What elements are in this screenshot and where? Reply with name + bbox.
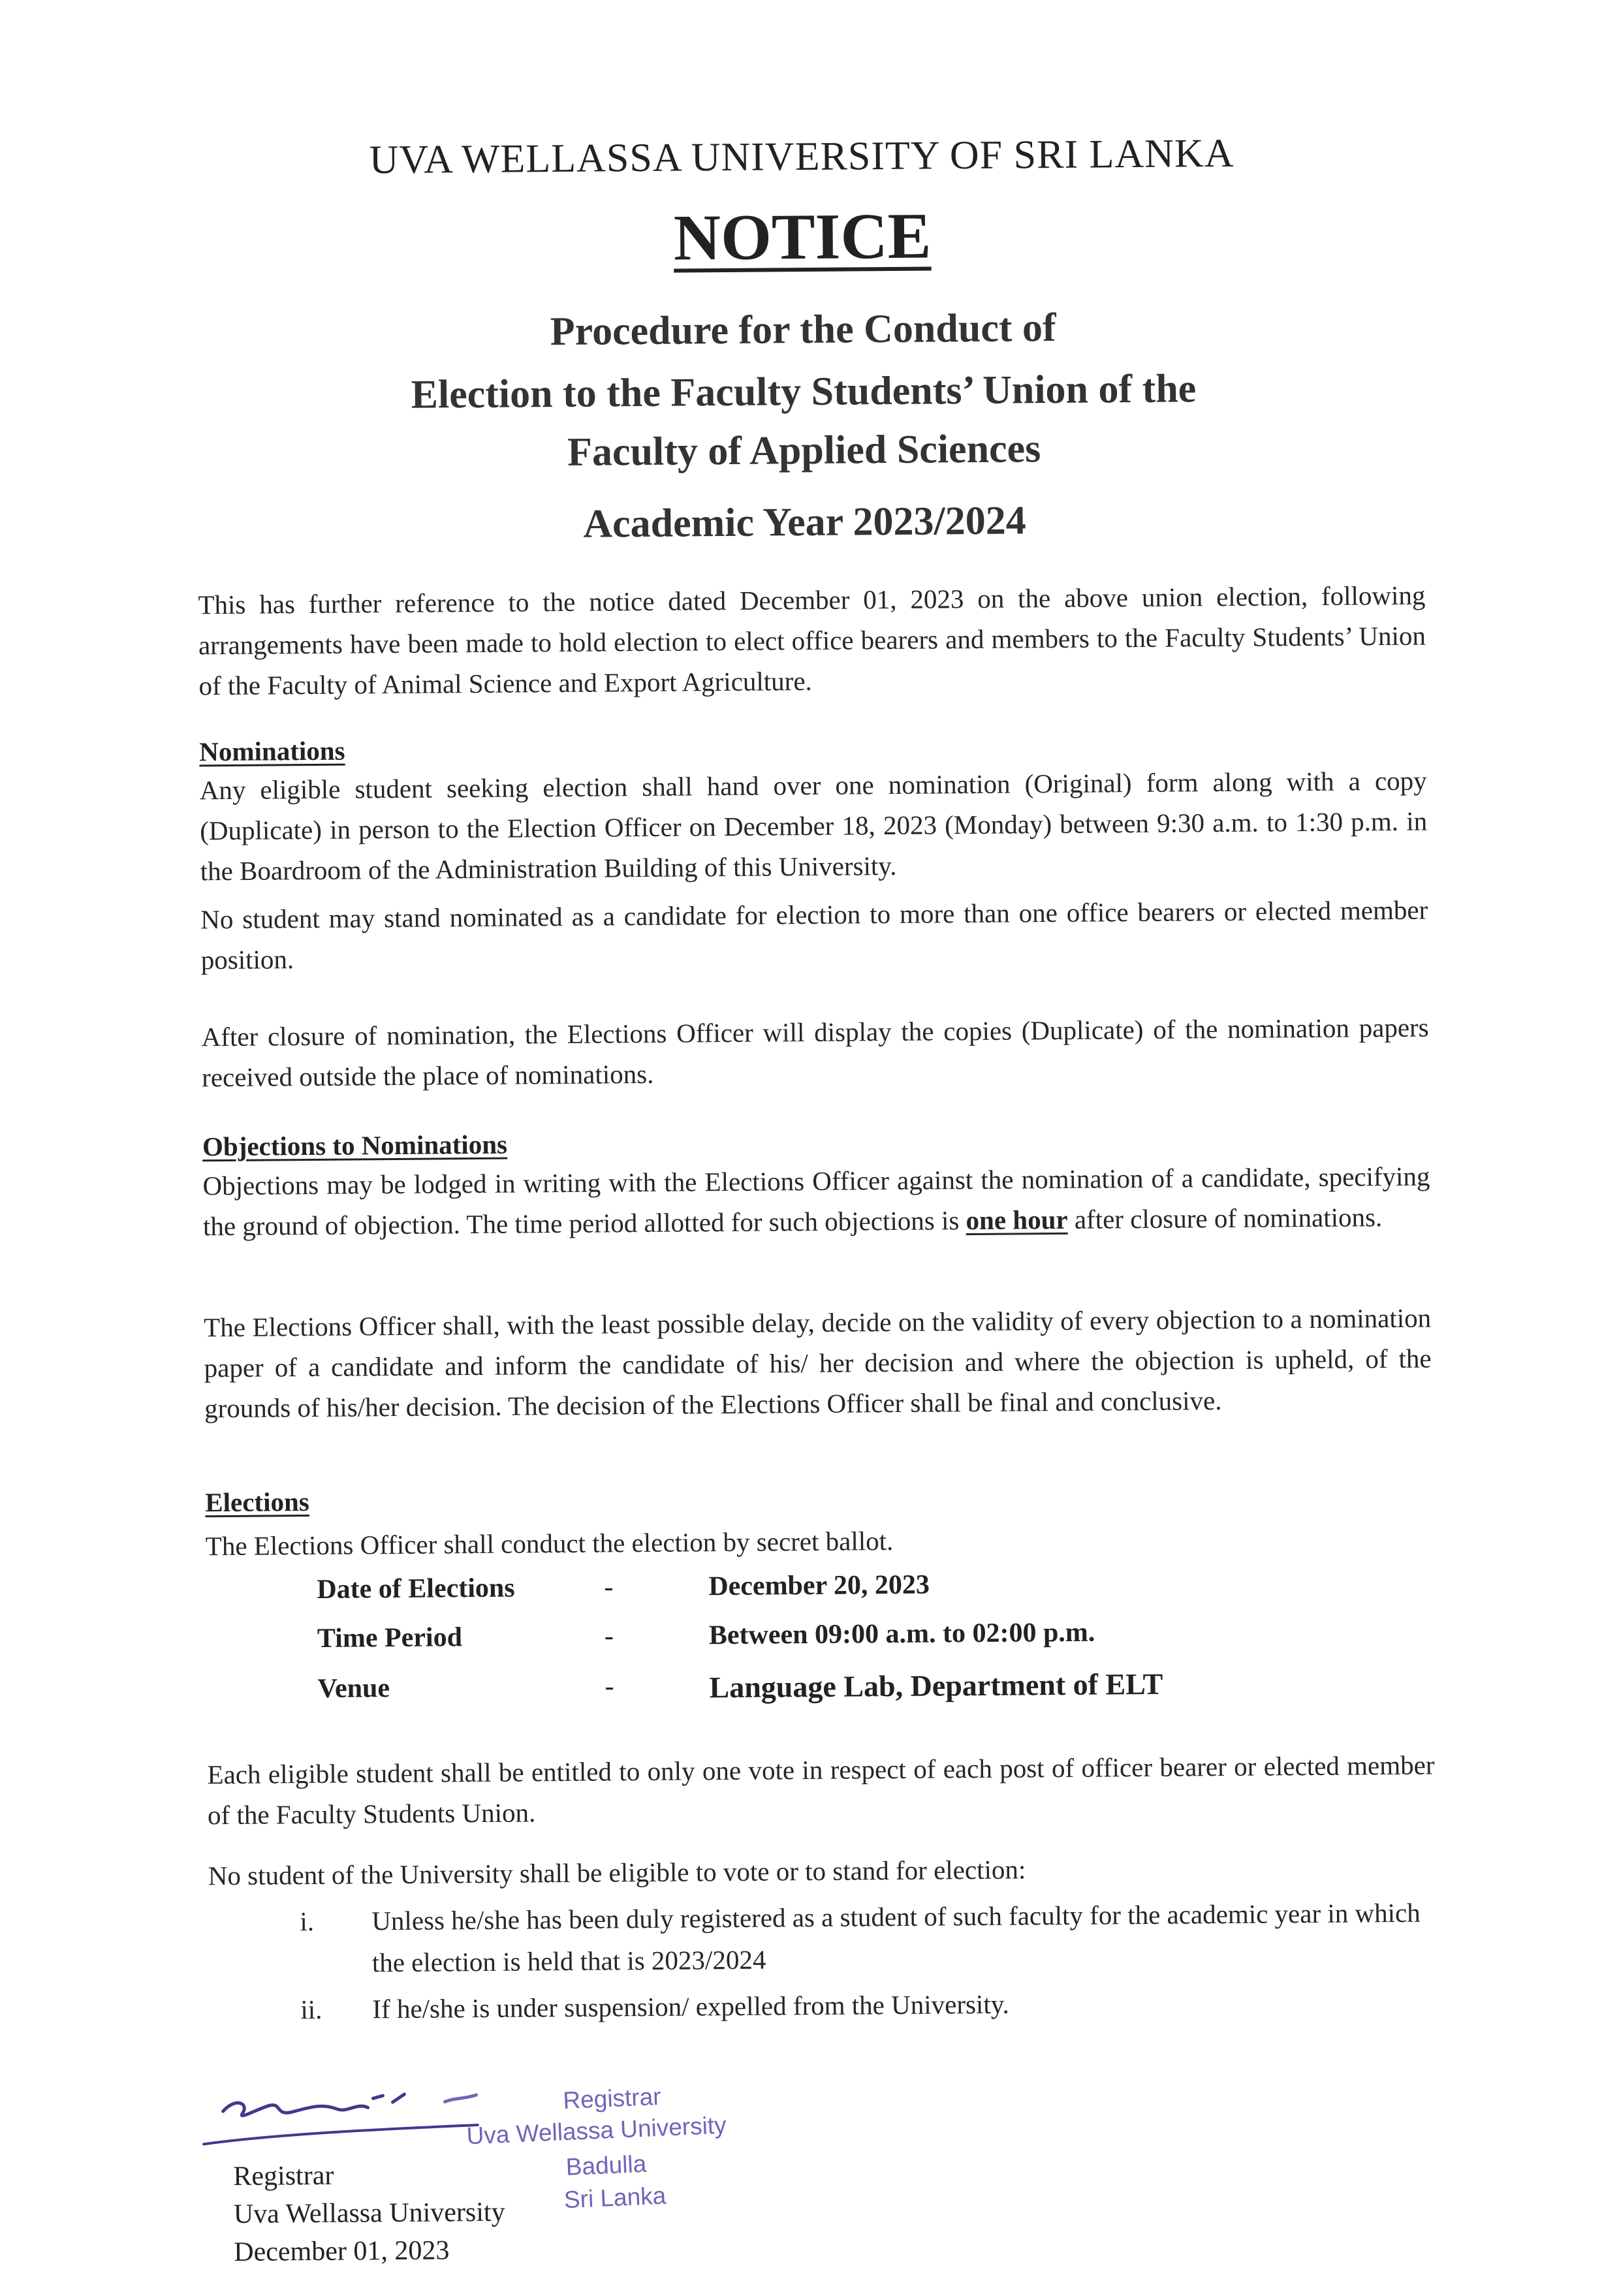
detail-dash: - (604, 1621, 614, 1652)
academic-year: Academic Year 2023/2024 (583, 498, 1027, 546)
elections-heading: Elections (205, 1486, 309, 1518)
nominations-paragraph-2: No student may stand nominated as a candidate for election to more than one office bearers or elected member position. (200, 894, 1428, 975)
detail-label: Date of Elections (317, 1573, 515, 1605)
stamp-line-3: Badulla (565, 2150, 648, 2181)
elections-intro: The Elections Officer shall conduct the election by secret ballot. (205, 1526, 894, 1562)
condition-text: Unless he/she has been duly registered as a student of such faculty for the academic year in which the election is held that is 2023/2024 (371, 1897, 1421, 1978)
objections-paragraph-1 (202, 1156, 1430, 1247)
registrar-stamp (452, 2073, 791, 2214)
eligibility-intro: No student of the University shall be eligible to vote or to stand for election: (208, 1854, 1026, 1891)
stamp-line-4: Sri Lanka (563, 2182, 667, 2214)
notice-heading (0, 193, 1612, 280)
condition-number: i. (300, 1906, 315, 1937)
condition-item (300, 1979, 1443, 2034)
detail-dash: - (605, 1671, 614, 1702)
detail-value: Language Lab, Department of ELT (709, 1667, 1163, 1705)
detail-dash: - (604, 1572, 614, 1603)
detail-value: December 20, 2023 (708, 1569, 930, 1602)
detail-label: Time Period (317, 1622, 463, 1654)
detail-label: Venue (317, 1673, 390, 1704)
notice-heading-text: NOTICE (673, 199, 932, 274)
stamp-line-1: Registrar (562, 2083, 662, 2115)
stamp-line-2: Uva Wellassa University (465, 2111, 727, 2150)
title-line-2: Election to the Faculty Students’ Union of the (411, 366, 1197, 417)
objections-heading: Objections to Nominations (202, 1129, 508, 1162)
signature-scribble (196, 2082, 497, 2156)
objections-text-end: after closure of nominations. (1067, 1202, 1383, 1234)
detail-row-time (317, 1614, 1427, 1669)
title-line-1: Procedure for the Conduct of (550, 305, 1056, 354)
university-name: UVA WELLASSA UNIVERSITY OF SRI LANKA (369, 131, 1234, 183)
condition-number: ii. (300, 1994, 322, 2025)
signature-date: December 01, 2023 (234, 2235, 450, 2267)
vote-paragraph: Each eligible student shall be entitled to only one vote in respect of each post of officer bearer or elected member of the Faculty Students Union. (207, 1750, 1435, 1831)
condition-text: If he/she is under suspension/ expelled from the University. (372, 1989, 1009, 2024)
detail-row-date (317, 1565, 1426, 1620)
title-line-3: Faculty of Applied Sciences (567, 426, 1041, 475)
nominations-heading: Nominations (199, 735, 345, 767)
objections-text-start: Objections may be lodged in writing with the Elections Officer against the nomination of a candidate, specifying the ground of objection. The time period allotted for such objections is (202, 1161, 1430, 1242)
objections-paragraph-2: The Elections Officer shall, with the least possible delay, decide on the validity of every objection to a nomination paper of a candidate and inform the candidate of his/ her decision and where the objection is upheld, of the grounds of his/her decision. The decision of the Elections Officer shall be final and conclusive. (204, 1302, 1432, 1424)
intro-paragraph: This has further reference to the notice dated December 01, 2023 on the above union election, following arrangements have been made to hold election to elect office bearers and members to the Faculty Students’ Union of the Faculty of Animal Science and Export Agriculture. (198, 580, 1426, 701)
condition-item (300, 1891, 1443, 1992)
signatory-title: Registrar (233, 2160, 334, 2192)
signature-block (233, 2156, 505, 2271)
detail-row-venue (317, 1665, 1427, 1719)
nominations-paragraph-1: Any eligible student seeking election shall hand over one nomination (Original) form along with a copy (Duplicate) in person to the Election Officer on December 18, 2023 (Monday) between 9:30 a.m. to 1:30 p.m. in the Boardroom of the Administration Building of this University. (199, 765, 1428, 887)
detail-value: Between 09:00 a.m. to 02:00 p.m. (708, 1617, 1095, 1651)
objection-time-emphasis: one hour (966, 1204, 1068, 1236)
signatory-institution: Uva Wellassa University (233, 2197, 505, 2229)
nominations-paragraph-3: After closure of nomination, the Elections Officer will display the copies (Duplicate) of the nomination papers received outside the place of nominations. (201, 1012, 1429, 1093)
